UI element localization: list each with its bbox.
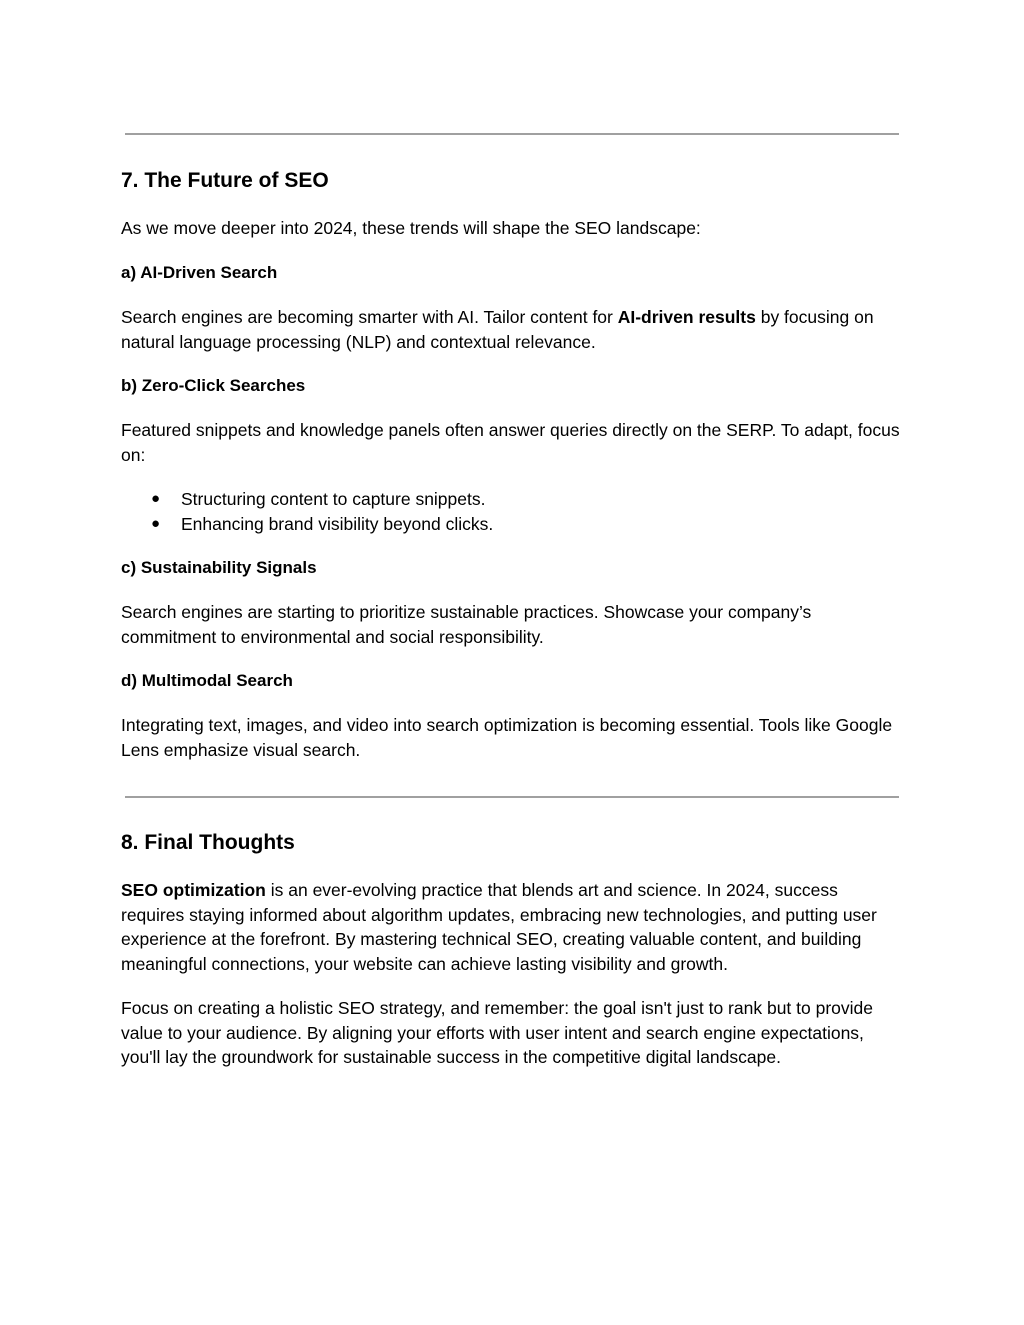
bullet-icon: ●: [151, 490, 161, 507]
list-item: [121, 487, 901, 512]
paragraph-final-2: Focus on creating a holistic SEO strategy, and remember: the goal isn't just to rank but to provide value to your audience. By aligning your efforts with user intent and search engine expectations, you'll lay the groundwork for sustainable success in the competitive digital landscape.: [121, 998, 874, 1067]
subheading-sustainability-block: [121, 557, 901, 579]
paragraph-final-1-block: [121, 878, 901, 976]
paragraph-sustainability-block: [121, 600, 901, 649]
ai-bold-phrase: AI-driven results: [617, 307, 756, 327]
paragraph-ai-driven: [121, 305, 901, 354]
paragraph-multimodal-block: [121, 713, 901, 762]
list-item-text: Structuring content to capture snippets.: [181, 489, 486, 509]
subheading-multimodal-block: [121, 670, 901, 692]
list-item-text: Enhancing brand visibility beyond clicks.: [181, 513, 494, 534]
list-item: [121, 512, 901, 537]
subheading-zero-click-block: [121, 375, 901, 397]
subheading-ai-driven-search: a) AI-Driven Search: [121, 263, 278, 282]
section-8: [121, 830, 901, 856]
bullet-list-zero-click: [121, 487, 901, 536]
section-heading-future-of-seo: 7. The Future of SEO: [121, 169, 329, 192]
bullet-list-block: [121, 487, 901, 536]
section-heading-final-thoughts: 8. Final Thoughts: [121, 831, 295, 854]
paragraph-zero-click: Featured snippets and knowledge panels often answer queries directly on the SERP. To adapt, focus on:: [121, 420, 900, 465]
section-7-intro: As we move deeper into 2024, these trends will shape the SEO landscape:: [121, 218, 701, 238]
final-1-text: is an ever-evolving practice that blends art and science. In 2024, success requires staying informed about algorithm updates, embracing new technologies, and putting user experience at the forefront. By mastering technical SEO, creating valuable content, and building meaningful connections, your website can achieve lasting visibility and growth.: [121, 880, 877, 974]
seo-optimization-bold: SEO optimization: [121, 880, 266, 900]
paragraph-zero-click-block: [121, 418, 901, 467]
paragraph-final-1: [121, 878, 901, 976]
subheading-sustainability-signals: c) Sustainability Signals: [121, 558, 317, 577]
paragraph-multimodal: Integrating text, images, and video into search optimization is becoming essential. Tools like Google Lens emphasize visual search.: [121, 715, 893, 760]
subheading-zero-click-searches: b) Zero-Click Searches: [121, 376, 306, 395]
section-7: [121, 168, 901, 194]
horizontal-rule-top: [125, 133, 899, 135]
ai-text-after: by focusing on natural language processing (NLP) and contextual relevance.: [121, 307, 874, 352]
paragraph-sustainability: Search engines are starting to prioritize sustainable practices. Showcase your company’s commitment to environmental and social responsibility.: [121, 602, 812, 647]
horizontal-rule-middle: [125, 796, 899, 798]
subheading-multimodal-search: d) Multimodal Search: [121, 671, 293, 690]
ai-text-before: Search engines are becoming smarter with AI. Tailor content for: [121, 307, 618, 327]
paragraph-final-2-block: [121, 996, 901, 1070]
paragraph-ai-driven-block: [121, 305, 901, 354]
bullet-icon: ●: [151, 514, 161, 532]
section-7-intro-block: [121, 216, 901, 241]
subheading-ai-driven-block: [121, 262, 901, 284]
